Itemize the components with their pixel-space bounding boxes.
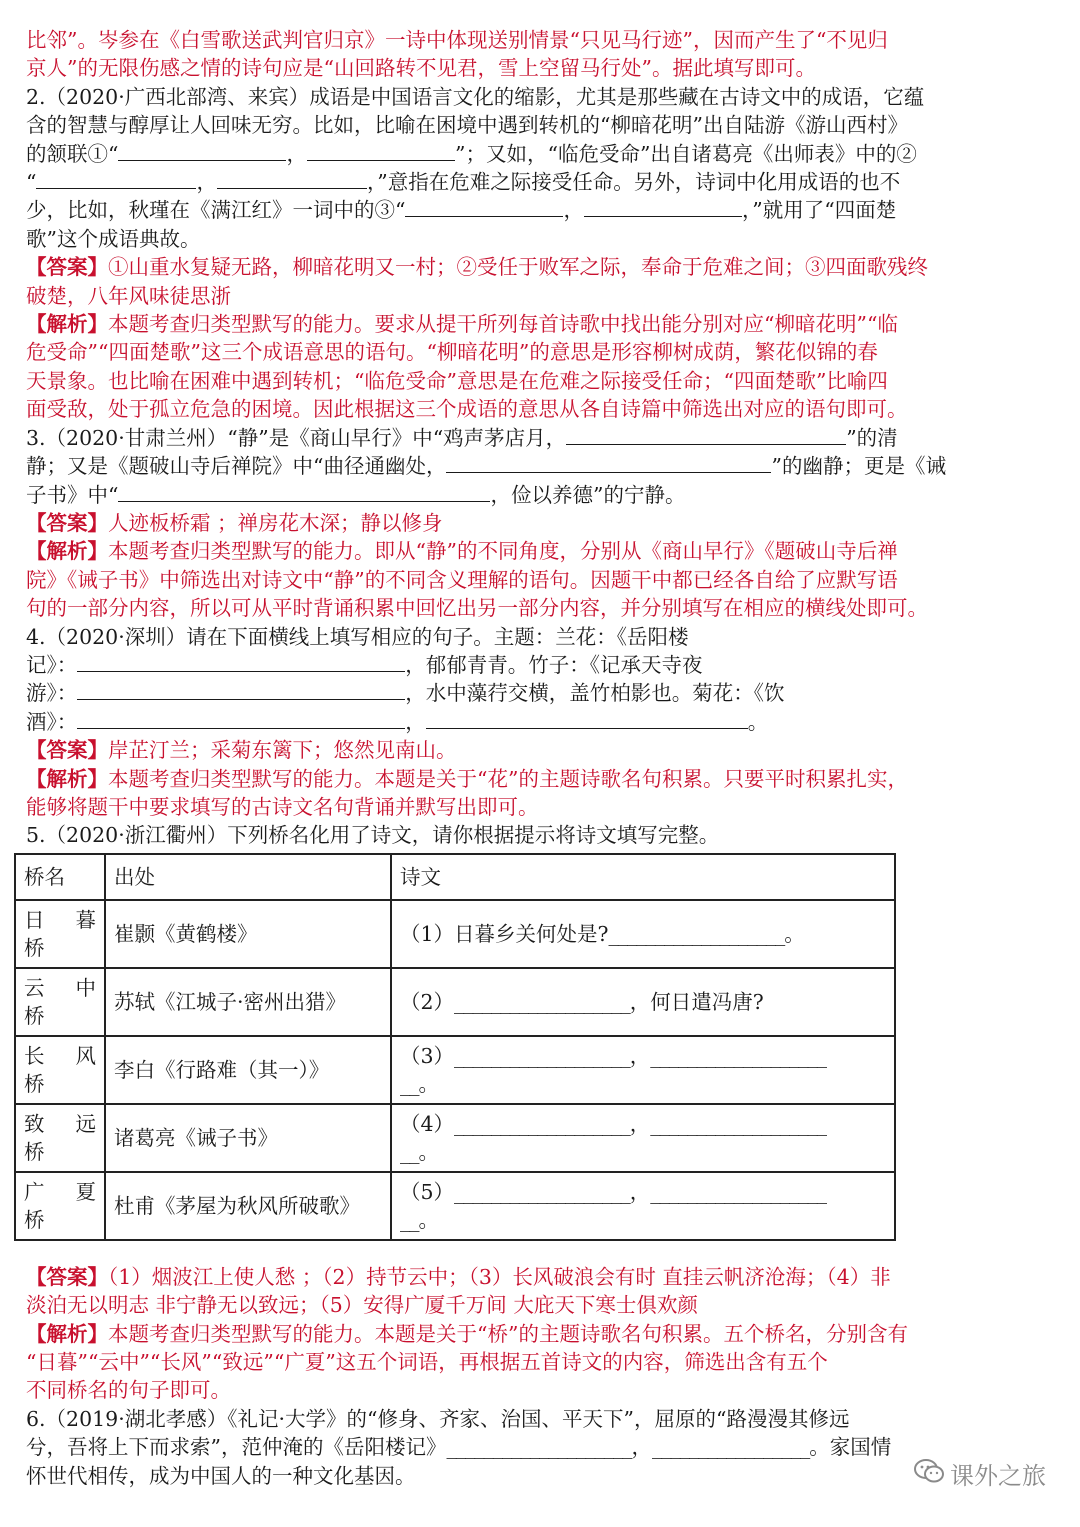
bridge-name-cell: 云 中 桥 bbox=[15, 968, 105, 1036]
q4-analysis: 能够将题干中要求填写的古诗文名句背诵并默写出即可。 bbox=[26, 794, 539, 819]
source-cell: 苏轼《江城子·密州出猎》 bbox=[105, 968, 391, 1036]
q5-stem: 5.（2020·浙江衢州）下列桥名化用了诗文，请你根据提示将诗文填写完整。 bbox=[26, 823, 720, 848]
q6-stem-line: 兮，吾将上下而求索”，范仲淹的《岳阳楼记》____________________，_________________。家国情 bbox=[26, 1435, 892, 1460]
q2-analysis: 天景象。也比喻在困难中遇到转机；“临危受命”意思是在危难之际接受任命；“四面楚歌”比喻四 bbox=[26, 368, 888, 393]
q5-answer: 【答案】（1）烟波江上使人愁 ；（2）持节云中；（3）长风破浪会有时 直挂云帆济沧海；（4）非 bbox=[26, 1264, 891, 1289]
q2-stem-line: “ ， ，”意指在危难之际接受任命。另外，诗词中化用成语的也不 bbox=[26, 170, 901, 195]
watermark-text: 课外之旅 bbox=[950, 1462, 1046, 1490]
source-cell: 崔颢《黄鹤楼》 bbox=[105, 900, 391, 968]
poem-cell[interactable]: （1）日暮乡关何处是?___________________。 bbox=[391, 900, 895, 968]
q3-stem-line: 子书》中“ ，俭以养德”的宁静。 bbox=[26, 482, 686, 507]
bridge-name-cell: 日 暮 桥 bbox=[15, 900, 105, 968]
answer-blank[interactable] bbox=[405, 196, 563, 217]
q3-answer: 【答案】人迹板桥霜 ；禅房花木深；静以修身 bbox=[26, 510, 443, 535]
table-row bbox=[15, 1172, 895, 1240]
answer-blank[interactable] bbox=[118, 140, 286, 161]
answer-blank[interactable] bbox=[77, 679, 405, 700]
answer-blank[interactable] bbox=[584, 196, 742, 217]
answer-blank[interactable] bbox=[217, 168, 367, 189]
q2-stem-line: 歌”这个成语典故。 bbox=[26, 226, 201, 251]
header-cell: 出处 bbox=[105, 854, 391, 900]
bridge-name-cell: 致 远 桥 bbox=[15, 1104, 105, 1172]
q2-analysis: 危受命”“四面楚歌”这三个成语意思的语句。“柳暗花明”的意思是形容柳树成荫，繁花似锦的春 bbox=[26, 340, 878, 365]
q4-analysis: 【解析】本题考查归类型默写的能力。本题是关于“花”的主题诗歌名句积累。只要平时积累扎实， bbox=[26, 766, 908, 791]
q2-stem-line: 含的智慧与醇厚让人回味无穷。比如，比喻在困境中遇到转机的“柳暗花明”出自陆游《游山西村》 bbox=[26, 113, 908, 138]
answer-blank[interactable] bbox=[36, 168, 196, 189]
document-page bbox=[26, 26, 1056, 1490]
header-cell: 桥名 bbox=[15, 854, 105, 900]
bridge-table bbox=[14, 853, 896, 1241]
q3-stem-line: 3.（2020·甘肃兰州）“静”是《商山早行》中“鸡声茅店月， ”的清 bbox=[26, 425, 898, 450]
table-header-row bbox=[15, 854, 895, 900]
spacer bbox=[26, 1241, 1056, 1263]
q2-answer: 破楚，八年风味徒思浙 bbox=[26, 283, 231, 308]
q5-analysis: “日暮”“云中”“长风”“致远”“广夏”这五个词语，再根据五首诗文的内容，筛选出含有五个 bbox=[26, 1350, 828, 1374]
answer-blank[interactable] bbox=[307, 140, 455, 161]
source-cell: 诸葛亮《诫子书》 bbox=[105, 1104, 391, 1172]
q3-stem-line: 静；又是《题破山寺后禅院》中“曲径通幽处， ”的幽静；更是《诫 bbox=[26, 454, 946, 479]
answer-blank[interactable]: ____________________ bbox=[446, 1435, 632, 1460]
q2-analysis: 面受敌，处于孤立危急的困境。因此根据这三个成语的意思从各自诗篇中筛选出对应的语句即可。 bbox=[26, 397, 908, 422]
header-cell: 诗文 bbox=[391, 854, 895, 900]
answer-blank[interactable]: _________________ bbox=[651, 1435, 810, 1460]
answer-blank[interactable] bbox=[566, 424, 846, 445]
wechat-icon bbox=[914, 1458, 950, 1490]
answer-blank[interactable] bbox=[77, 708, 405, 729]
table-row bbox=[15, 1104, 895, 1172]
bridge-name-cell: 广 夏 桥 bbox=[15, 1172, 105, 1240]
q2-answer: 【答案】①山重水复疑无路，柳暗花明又一村；②受任于败军之际，奉命于危难之间；③四面歌残终 bbox=[26, 255, 928, 280]
q6-stem-line: 6.（2019·湖北孝感）《礼记·大学》的“修身、齐家、治国、平天下”，屈原的“路漫漫其修远 bbox=[26, 1406, 850, 1431]
answer-blank[interactable] bbox=[118, 481, 490, 502]
q2-stem-line: 的颔联①“ ， ”；又如，“临危受命”出自诸葛亮《出师表》中的② bbox=[26, 141, 917, 166]
poem-cell[interactable]: （2）___________________，何日遣冯唐? bbox=[391, 968, 895, 1036]
poem-cell[interactable]: （4）___________________，___________________ __。 bbox=[391, 1104, 895, 1172]
source-cell: 李白《行路难（其一）》 bbox=[105, 1036, 391, 1104]
q5-analysis: 不同桥名的句子即可。 bbox=[26, 1378, 231, 1403]
q4-answer: 【答案】岸芷汀兰；采菊东篱下；悠然见南山。 bbox=[26, 738, 457, 763]
bridge-name-cell: 长 风 桥 bbox=[15, 1036, 105, 1104]
q3-analysis: 院》《诫子书》中筛选出对诗文中“静”的不同含义理解的语句。因题干中都已经各自给了应默写语 bbox=[26, 567, 898, 592]
table-row bbox=[15, 968, 895, 1036]
q4-stem-line: 记》： ，郁郁青青。竹子：《记承天寺夜 bbox=[26, 652, 703, 677]
q4-stem-line: 4.（2020·深圳）请在下面横线上填写相应的句子。主题：兰花：《岳阳楼 bbox=[26, 624, 689, 649]
poem-cell[interactable]: （5）___________________，___________________ __。 bbox=[391, 1172, 895, 1240]
watermark bbox=[914, 1456, 1046, 1491]
q4-stem-line: 游》： ，水中藻荇交横，盖竹柏影也。菊花：《饮 bbox=[26, 681, 785, 706]
q2-stem-line: 2.（2020·广西北部湾、来宾）成语是中国语言文化的缩影，尤其是那些藏在古诗文中的成语，它蕴 bbox=[26, 84, 925, 109]
source-cell: 杜甫《茅屋为秋风所破歌》 bbox=[105, 1172, 391, 1240]
q3-analysis: 句的一部分内容，所以可从平时背诵积累中回忆出另一部分内容，并分别填写在相应的横线处即可。 bbox=[26, 596, 928, 621]
table-row bbox=[15, 1036, 895, 1104]
answer-blank[interactable] bbox=[426, 708, 748, 729]
answer-blank[interactable] bbox=[77, 651, 405, 672]
answer-blank[interactable] bbox=[446, 452, 771, 473]
q5-answer: 淡泊无以明志 非宁静无以致远；（5）安得广厦千万间 大庇天下寒士俱欢颜 bbox=[26, 1293, 698, 1318]
prev-analysis-line: 京人”的无限伤感之情的诗句应是“山回路转不见君，雪上空留马行处”。据此填写即可。 bbox=[26, 56, 816, 81]
q4-stem-line: 酒》： ， 。 bbox=[26, 709, 769, 734]
q2-analysis: 【解析】本题考查归类型默写的能力。要求从提干所列每首诗歌中找出能分别对应“柳暗花明”“临 bbox=[26, 312, 898, 337]
q3-analysis: 【解析】本题考查归类型默写的能力。即从“静”的不同角度，分别从《商山早行》《题破山寺后禅 bbox=[26, 539, 898, 564]
q2-stem-line: 少，比如，秋瑾在《满江红》一词中的③“ ， ，”就用了“四面楚 bbox=[26, 198, 897, 223]
q5-analysis: 【解析】本题考查归类型默写的能力。本题是关于“桥”的主题诗歌名句积累。五个桥名，分别含有 bbox=[26, 1321, 908, 1346]
poem-cell[interactable]: （3）___________________，___________________ __。 bbox=[391, 1036, 895, 1104]
table-row bbox=[15, 900, 895, 968]
q6-stem-line: 怀世代相传，成为中国人的一种文化基因。 bbox=[26, 1463, 416, 1488]
prev-analysis-line: 比邻”。岑参在《白雪歌送武判官归京》一诗中体现送别情景“只见马行迹”，因而产生了“不见归 bbox=[26, 28, 888, 52]
